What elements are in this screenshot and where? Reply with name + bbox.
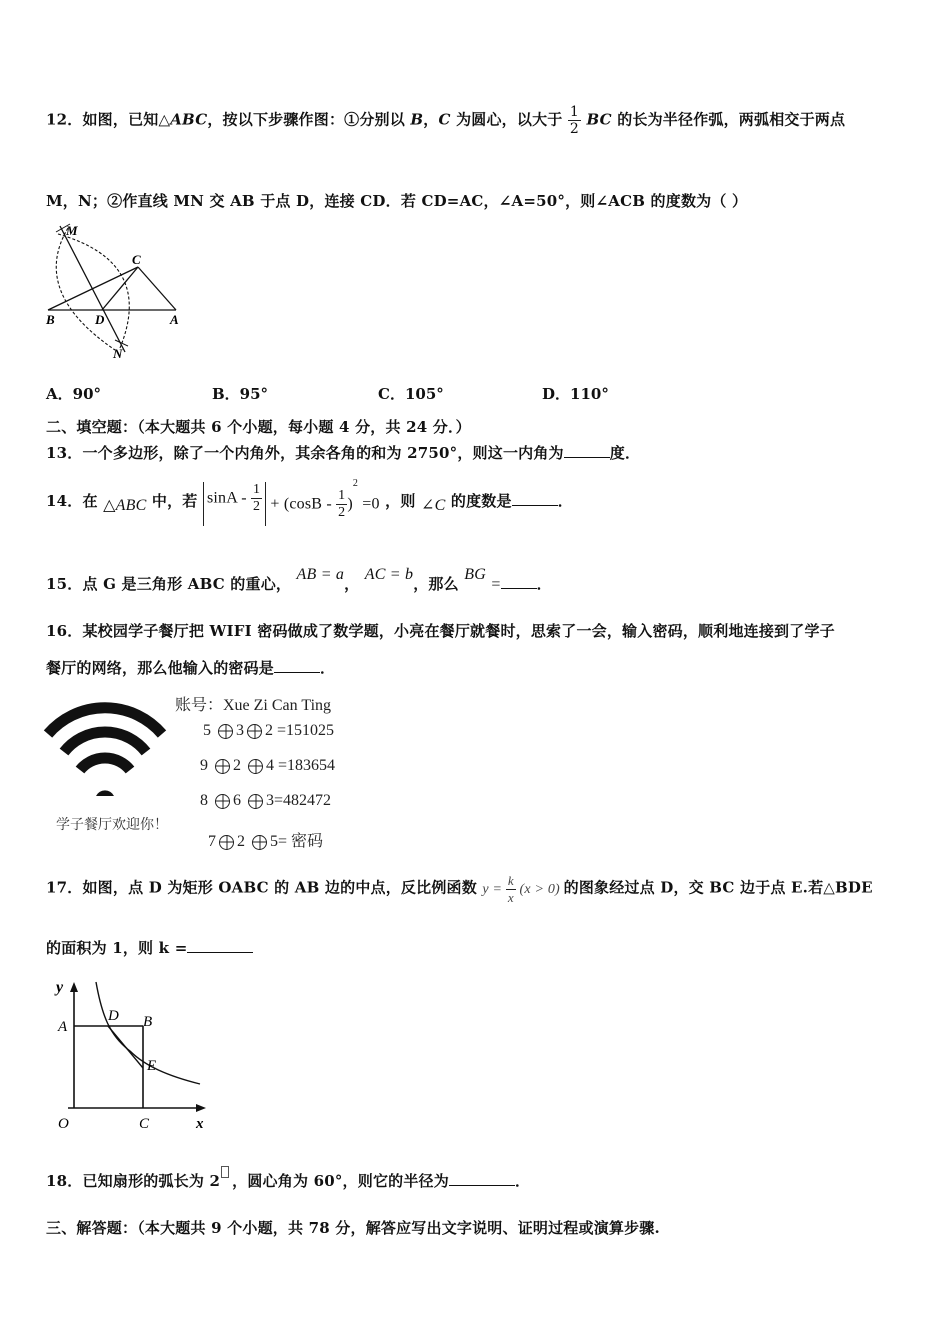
q15-vec-ac: AC = b	[364, 566, 414, 583]
q16-line2-text: 餐厅的网络，那么他输入的密码是	[46, 659, 275, 677]
q17-label-x: x	[196, 1116, 204, 1132]
q14-end: ．	[557, 492, 573, 510]
q14-paren: )	[347, 495, 353, 513]
q12-option-b: B．95°	[212, 385, 269, 403]
missing-glyph-icon	[221, 1166, 229, 1178]
circle-plus-icon	[218, 724, 233, 739]
q12-label-n: N	[113, 346, 123, 361]
q14-sina: sinA -	[206, 489, 247, 507]
q15-text: 15．点 G 是三角形 ABC 的重心，	[46, 575, 292, 593]
wifi-eq2-a: 9	[200, 757, 208, 774]
wifi-eq4	[208, 828, 323, 851]
wifi-icon	[40, 700, 170, 805]
q14-frac2	[336, 488, 347, 521]
q14	[46, 478, 573, 528]
wifi-eq3-c: 3=482472	[266, 792, 332, 809]
q13-blank	[564, 445, 610, 458]
q12-text-d: 的长为半径作弧，两弧相交于两点	[617, 110, 846, 129]
q14-triangle: △ABC	[103, 497, 147, 514]
q14-mid: 中，若	[151, 492, 198, 510]
q17-label-b: B	[143, 1014, 153, 1030]
q17-label-d: D	[108, 1008, 119, 1024]
q15-then: ，那么	[413, 575, 459, 593]
q17-text-b: 的图象经过点 D，交 BC 边于点 E.若△BDE	[563, 878, 873, 897]
q15	[46, 563, 552, 593]
q16-line2	[46, 657, 335, 678]
q15-vec-bg: BG	[464, 566, 486, 583]
wifi-eq3-a: 8	[200, 792, 208, 809]
q14-exp: 2	[352, 478, 359, 489]
circle-plus-icon	[247, 724, 262, 739]
q17-figure	[50, 976, 215, 1136]
circle-plus-icon	[219, 835, 234, 850]
q16-end: ．	[320, 659, 336, 677]
q17-label-c: C	[139, 1116, 150, 1132]
q12-c: C	[438, 110, 451, 129]
q17-axis-y-arrow	[70, 982, 78, 992]
q14-equation	[203, 478, 380, 526]
q12-comma: ，	[423, 110, 439, 129]
q15-end: ．	[536, 575, 552, 593]
wifi-eq1-a: 5	[203, 722, 211, 739]
q15-eq: =	[491, 576, 501, 593]
q12-option-a: A．90°	[46, 385, 102, 403]
q17-label-o: O	[58, 1116, 69, 1132]
q12-bc: BC	[586, 110, 612, 129]
q12-label-m: M	[66, 223, 78, 238]
q17-line1	[46, 873, 873, 906]
q12-text-b: ，按以下步骤作图：①分别以	[207, 110, 405, 129]
q14-frac1-num: 1	[253, 482, 261, 498]
q12-line-ca	[138, 267, 176, 310]
q12-label-a: A	[170, 312, 179, 327]
q14-abs-bars	[203, 482, 266, 526]
q12-text-c: 为圆心，以大于	[456, 110, 563, 129]
q14-plus-cos: + (cosB -	[270, 495, 332, 513]
wifi-eq3-b: 6	[233, 792, 241, 809]
q18-rest: ，圆心角为 60°，则它的半径为	[232, 1172, 449, 1190]
q18	[46, 1166, 530, 1191]
q13	[46, 442, 640, 463]
q12-text-a: 12．如图，已知△	[46, 110, 171, 129]
wifi-eq1-b: 3	[236, 722, 244, 739]
section2-heading: 二、填空题：（本大题共 6 个小题，每小题 4 分，共 24 分．）	[46, 418, 471, 436]
wifi-welcome: 学子餐厅欢迎你！	[56, 817, 168, 833]
q12-line-bc	[48, 267, 138, 310]
q12-line2: M，N；②作直线 MN 交 AB 于点 D，连接 CD．若 CD=AC，∠A=50°，则∠ACB 的度数为（ ）	[46, 192, 748, 210]
q12-label-c: C	[132, 252, 141, 267]
q18-blank	[449, 1173, 515, 1186]
circle-plus-icon	[215, 794, 230, 809]
q17-line-de	[108, 1026, 143, 1068]
q14-eq0: =0	[362, 495, 380, 513]
q14-prefix: 14．在	[46, 492, 98, 510]
q12-abc: ABC	[170, 110, 208, 129]
q17-x: x	[507, 890, 514, 905]
q14-frac2-den: 2	[338, 504, 346, 520]
q14-angle-c: ∠C	[420, 497, 446, 514]
q12-frac-den: 2	[569, 121, 580, 137]
q12-frac-num: 1	[569, 104, 580, 120]
q14-then: ，则	[385, 492, 416, 510]
q18-end: ．	[514, 1172, 531, 1190]
q12-label-b: B	[46, 312, 55, 327]
q13-text: 13．一个多边形，除了一个内角外，其余各角的和为 2750°，则这一内角为	[46, 444, 564, 462]
q17-line2	[46, 937, 253, 958]
q16-blank	[274, 660, 320, 673]
wifi-eq4-b: 2	[237, 833, 245, 850]
q15-vec-ab: AB = a	[296, 566, 345, 583]
q17-k: k	[507, 873, 514, 888]
wifi-eq2	[200, 757, 335, 775]
q12-line1	[46, 104, 845, 137]
q16-line1: 16．某校园学子餐厅把 WIFI 密码做成了数学题，小亮在餐厅就餐时，思索了一会，输入密码，顺利地连接到了学子	[46, 622, 835, 640]
q12-label-d: D	[95, 312, 105, 327]
q14-frac1-den: 2	[253, 499, 261, 515]
wifi-eq2-c: 4 =183654	[266, 757, 336, 774]
q14-blank	[512, 493, 558, 506]
q17-label-e: E	[147, 1058, 157, 1074]
wifi-eq1	[203, 722, 334, 740]
wifi-eq1-c: 2 =151025	[265, 722, 335, 739]
q17-label-a: A	[58, 1019, 68, 1035]
q12-b: B	[410, 110, 424, 129]
wifi-eq4-a: 7	[208, 833, 216, 850]
q14-frac2-num: 1	[338, 487, 346, 503]
q12-fraction	[568, 104, 581, 137]
q17-blank	[187, 940, 253, 953]
circle-plus-icon	[248, 759, 263, 774]
wifi-eq2-b: 2	[233, 757, 241, 774]
q18-text: 18．已知扇形的弧长为 2	[46, 1172, 221, 1190]
q17-cond: (x > 0)	[519, 881, 560, 897]
circle-plus-icon	[252, 835, 267, 850]
q12-arc-left	[56, 228, 115, 350]
q17-y: y =	[482, 881, 503, 897]
q15-comma: ，	[344, 575, 360, 593]
q17-axis-x-arrow	[196, 1104, 206, 1112]
q12-figure	[40, 222, 190, 362]
circle-plus-icon	[215, 759, 230, 774]
wifi-eq3	[200, 792, 331, 810]
q15-blank	[501, 576, 537, 589]
wifi-eq4-c: 5= 密码	[270, 833, 324, 850]
q12-option-d: D．110°	[542, 385, 609, 403]
q14-frac1	[251, 482, 262, 515]
q12-option-c: C．105°	[378, 385, 444, 403]
q17-text-a: 17．如图，点 D 为矩形 OABC 的 AB 边的中点，反比例函数	[46, 878, 477, 897]
q17-line2-text: 的面积为 1，则 k =	[46, 939, 188, 957]
q17-function	[482, 873, 563, 905]
wifi-account: 账号：Xue Zi Can Ting	[175, 697, 332, 714]
section3-heading: 三、解答题：（本大题共 9 个小题，共 78 分，解答应写出文字说明、证明过程或演算步骤.	[46, 1219, 660, 1237]
q17-frac	[506, 873, 516, 906]
q14-suffix: 的度数是	[450, 492, 512, 510]
circle-plus-icon	[248, 794, 263, 809]
q17-label-y: y	[56, 979, 64, 996]
q13-end: 度．	[609, 444, 641, 462]
